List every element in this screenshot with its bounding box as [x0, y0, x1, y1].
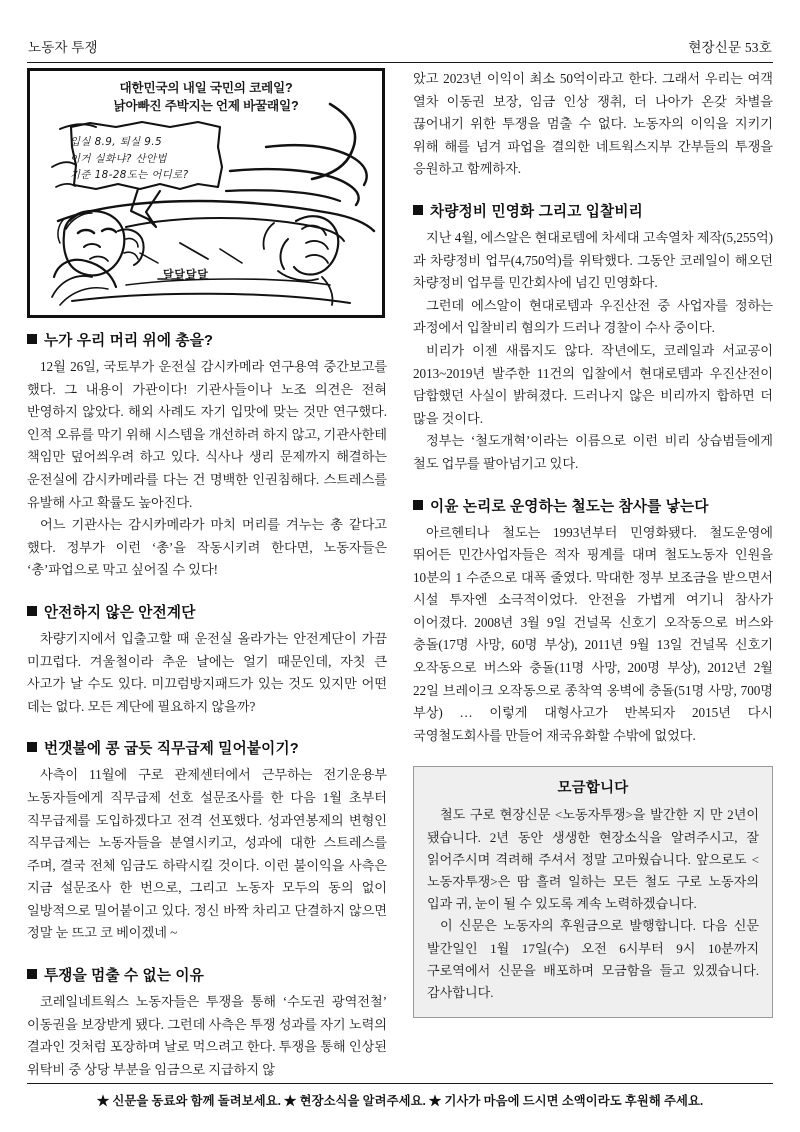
- spacer: [27, 582, 387, 601]
- left-column: [27, 68, 387, 1081]
- bullet-square-icon: [27, 969, 37, 979]
- heading-unsafe-stairs: [27, 601, 387, 625]
- heading-text: 차량정비 민영화 그리고 입찰비리: [430, 203, 643, 220]
- right-column: [413, 68, 773, 1018]
- donation-paragraph: 철도 구로 현장신문 <노동자투쟁>을 발간한 지 만 2년이 됐습니다. 2년 동안 생생한 현장소식을 알려주시고, 잘 읽어주시며 격려해 주셔서 정말 고마웠습니다. 앞으로도 <노동자투쟁>은 땀 흘려 일하는 모든 철도 구로 노동자의 입과 귀, 눈이 될 수 있도록 계속 노력하겠습니다.: [427, 807, 759, 912]
- heading-maintenance-privatization: [413, 200, 773, 224]
- spacer: [27, 718, 387, 737]
- paragraph: 어느 기관사는 감시카메라가 마치 머리를 겨누는 총 같다고 했다. 정부가 이런 ‘총’을 작동시키려 한다면, 노동자들은 ‘총’파업으로 막고 싶어질 수 있다!: [27, 517, 387, 578]
- paragraph: 지난 4월, 에스알은 현대로템에 차세대 고속열차 제작(5,255억)과 차량정비 업무(4,750억)를 위탁했다. 그동안 코레일이 해오던 차량정비 업무를 민간회사에 넘긴 민영화다.: [413, 229, 773, 291]
- bullet-square-icon: [413, 205, 423, 215]
- cartoon-caption-line1: 대한민국의 내일 국민의 코레일?: [119, 81, 293, 95]
- masthead-issue: 현장신문 53호: [688, 40, 772, 55]
- paragraph: 그런데 에스알이 현대로템과 우진산전 중 사업자를 정하는 과정에서 입찰비리 혐의가 드러나 경찰이 수사 중이다.: [413, 297, 773, 336]
- cartoon-drawing: [30, 71, 382, 315]
- spacer: [27, 318, 387, 329]
- speech-line-2: 이거 실화냐? 산안법: [70, 152, 167, 165]
- heading-text: 누가 우리 머리 위에 총을?: [44, 333, 214, 349]
- footer-divider: [27, 1083, 773, 1084]
- paragraph: 비리가 이젠 새롭지도 않다. 작년에도, 코레일과 서교공이 2013~2019년 발주한 11건의 입찰에서 현대로템과 우진산전이 담합했던 사실이 밝혀졌다. 드러나지 않은 비리까지 합하면 더 많을 것이다.: [413, 342, 773, 426]
- cartoon-sound-effect: 달달달달: [163, 268, 209, 281]
- heading-job-pay-system: [27, 737, 387, 761]
- paragraph: 아르헨티나 철도는 1993년부터 민영화됐다. 철도운영에 뛰어든 민간사업자들은 적자 핑계를 대며 철도노동자 인원을 10분의 1 수준으로 대폭 줄였다. 막대한 정부 보조금을 받으면서 시설 투자엔 소극적이었다. 안전을 가볍게 여기니 참사가 이어졌다. 2008년 3월 9일 건널목 신호기 오작동으로 버스와 충돌(17명 사망, 60명 부상), 2011년 9월 13일 건널목 신호기 오작동으로 버스와 충돌(11명 사망, 200명 부상), 2012년 2월 22일 브레이크 오작동으로 종착역 옹벽에 충돌(51명 사망, 700명 부상) … 이렇게 대형사고가 반복되자 2015년 다시 국영철도회사를 만들어 재국유화할 수밖에 없었다.: [413, 524, 773, 743]
- donation-box-title: 모금합니다: [557, 780, 629, 797]
- heading-why-struggle-continues: [27, 964, 387, 988]
- paragraph: 정부는 ‘철도개혁’이라는 이름으로 이런 비리 상습범들에게 철도 업무를 팔아넘기고 있다.: [413, 433, 773, 471]
- masthead: [28, 36, 772, 56]
- spacer: [27, 945, 387, 964]
- heading-text: 이윤 논리로 운영하는 철도는 참사를 낳는다: [430, 498, 709, 515]
- bullet-square-icon: [27, 606, 37, 616]
- bullet-square-icon: [413, 500, 423, 510]
- paragraph-continued: 았고 2023년 이익이 최소 50억이라고 한다. 그래서 우리는 여객 열차 이동권 보장, 임금 인상 쟁취, 더 나아가 온갖 차별을 끊어내기 위한 투쟁을 멈출 수 없다. 노동자의 이익을 지키기 위해 해를 넘겨 파업을 결의한 네트웍스지부 간부들의 투쟁을 응원하고 함께하자.: [413, 71, 773, 177]
- heading-text: 번갯불에 콩 굽듯 직무급제 밀어붙이기?: [44, 741, 299, 758]
- paragraph: 코레일네트웍스 노동자들은 투쟁을 통해 ‘수도권 광역전철’ 이동권을 보장받게 됐다. 그런데 사측은 투쟁 성과를 자기 노력의 결과인 것처럼 포장하며 날로 먹으려고 한다. 투쟁을 통해 인상된 위탁비 중 상당 부분을 임금으로 지급하지 않: [27, 994, 387, 1077]
- donation-box: [413, 766, 773, 1018]
- speech-line-1: 입실 8.9, 퇴실 9.5: [70, 136, 163, 148]
- donation-paragraph: 이 신문은 노동자의 후원금으로 발행합니다. 다음 신문 발간일인 1월 17일(수) 오전 6시부터 9시 10분까지 구로역에서 신문을 배포하며 모금함을 들고 있겠습니다. 감사합니다.: [427, 918, 759, 1001]
- footer-notice: ★ 신문을 동료와 함께 돌려보세요. ★ 현장소식을 알려주세요. ★ 기사가 마음에 드시면 소액이라도 후원해 주세요.: [96, 1094, 704, 1108]
- speech-line-3: 기준 18-28도는 어디로?: [70, 169, 189, 181]
- heading-text: 안전하지 않은 안전계단: [44, 604, 196, 621]
- bullet-square-icon: [27, 334, 37, 344]
- paragraph: 12월 26일, 국토부가 운전실 감시카메라 연구용역 중간보고를 했다. 그 내용이 가관이다! 기관사들이나 노조 의견은 전혀 반영하지 않았다. 해외 사례도 자기 입맛에 맞는 것만 연구했다. 인적 오류를 막기 위해 시스템을 개선하려 하지 않고, 기관사한테 책임만 덮어씌우려 하고 있다. 식사나 생리 문제까지 해결하는 운전실에 감시카메라를 다는 건 명백한 인권침해다. 스트레스를 유발해 사고 확률도 높아진다.: [27, 359, 387, 510]
- paragraph: 차량기지에서 입출고할 때 운전실 올라가는 안전계단이 가끔 미끄럽다. 겨울철이라 추운 날에는 얼기 때문인데, 자칫 큰 사고가 날 수도 있다. 미끄럼방지패드가 있는 것도 있지만 어떤 데는 없다. 모든 계단에 필요하지 않을까?: [27, 630, 387, 714]
- spacer: [413, 476, 773, 495]
- spacer: [413, 747, 773, 766]
- heading-who-points-gun: [27, 329, 387, 353]
- spacer: [413, 181, 773, 200]
- masthead-title: 노동자 투쟁: [28, 40, 98, 55]
- heading-text: 투쟁을 멈출 수 없는 이유: [44, 968, 204, 985]
- cartoon-caption-line2: 낡아빠진 주박지는 언제 바꿀래일?: [113, 99, 299, 113]
- heading-profit-logic-disaster: [413, 495, 773, 519]
- paragraph: 사측이 11월에 구로 관제센터에서 근무하는 전기운용부 노동자들에게 직무급제 선호 설문조사를 한 다음 1월 초부터 직무급제를 도입하겠다고 전격 선포했다. 성과연봉제의 변형인 직무급제는 노동자들을 분열시키고, 성과에 대한 스트레스를 주며, 결국 전체 임금도 하락시킬 것이다. 이런 불이익을 사측은 지금 설문조사 한 번으로, 그리고 노동자 모두의 동의 없이 일방적으로 밀어붙이고 있다. 정신 바짝 차리고 단결하지 않으면 정말 눈 뜨고 코 베이겠네 ~: [27, 767, 387, 941]
- bullet-square-icon: [27, 742, 37, 752]
- masthead-divider: [27, 62, 773, 63]
- editorial-cartoon: [27, 68, 385, 318]
